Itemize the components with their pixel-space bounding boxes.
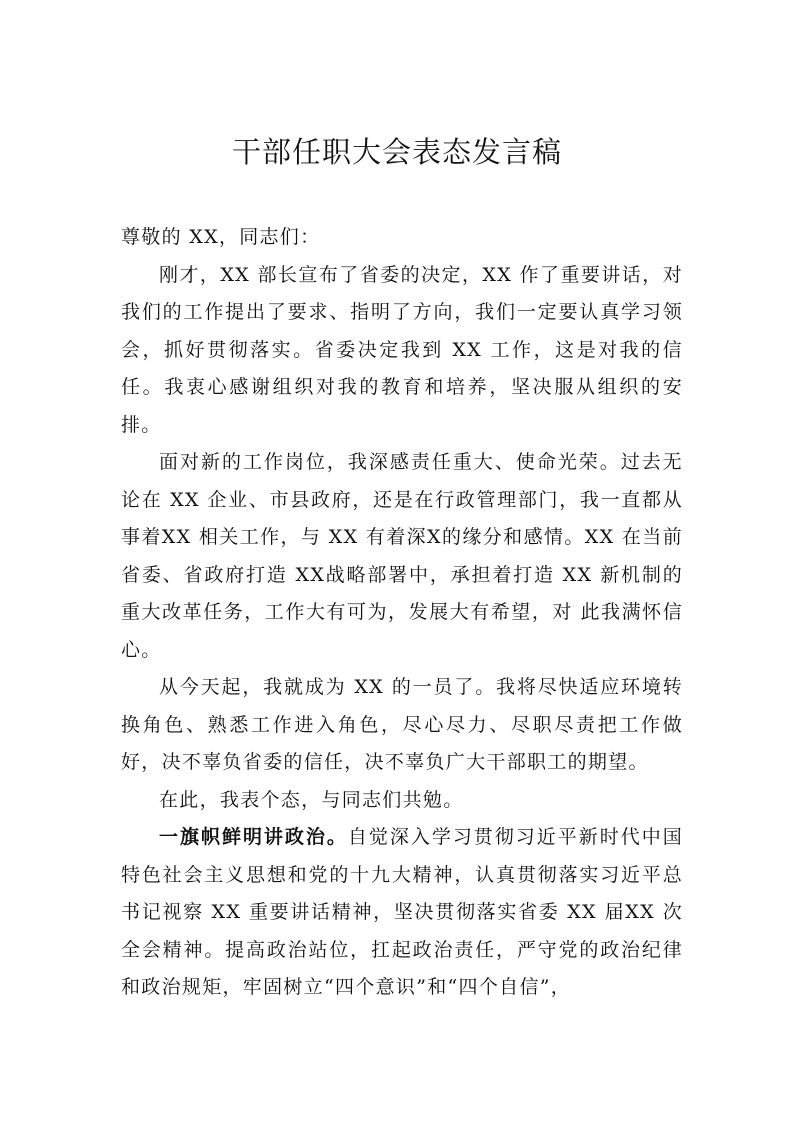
paragraph-point-1	[121, 819, 683, 1007]
document-title: 干部任职大会表态发言稿	[231, 135, 562, 169]
point-1-heading: 一旗帜鲜明讲政治。	[159, 826, 348, 848]
paragraph-pledge-intro: 在此，我表个态，与同志们共勉。	[159, 788, 464, 811]
paragraph-new-position: 面对新的工作岗位，我深感责任重大、使命光荣。过去无论在 XX 企业、市县政府，还是在行政管理部门，我一直都从事着XX 相关工作，与 XX 有着深X的缘分和感情。XX 在当前省委、省政府打造 XX战略部署中，承担着打造 XX 新机制的重大改革任务，工作大有可为，发展大有希望，对 此我满怀信心。	[121, 451, 683, 661]
salutation: 尊敬的 XX，同志们：	[121, 226, 321, 248]
document-body	[121, 219, 683, 1007]
paragraph-commitment: 从今天起，我就成为 XX 的一员了。我将尽快适应环境转换角色、熟悉工作进入角色，尽心尽力、尽职尽责把工作做好，决不辜负省委的信任，决不辜负广大干部职工的期望。	[121, 676, 683, 773]
point-1-text: 自觉深入学习贯彻习近平新时代中国特色社会主义思想和党的十九大精神，认真贯彻落实习近平总书记视察 XX 重要讲话精神，坚决贯彻落实省委 XX 届XX 次全会精神。提高政治站位，扛起政治责任，严守党的政治纪律和政治规矩，牢固树立“四个意识”和“四个自信”，	[121, 826, 683, 998]
paragraph-opening: 刚才，XX 部长宣布了省委的决定，XX 作了重要讲话，对我们的工作提出了要求、指明了方向，我们一定要认真学习领会，抓好贯彻落实。省委决定我到 XX 工作，这是对我的信任。我衷心感谢组织对我的教育和培养，坚决服从组织的安排。	[121, 263, 683, 436]
